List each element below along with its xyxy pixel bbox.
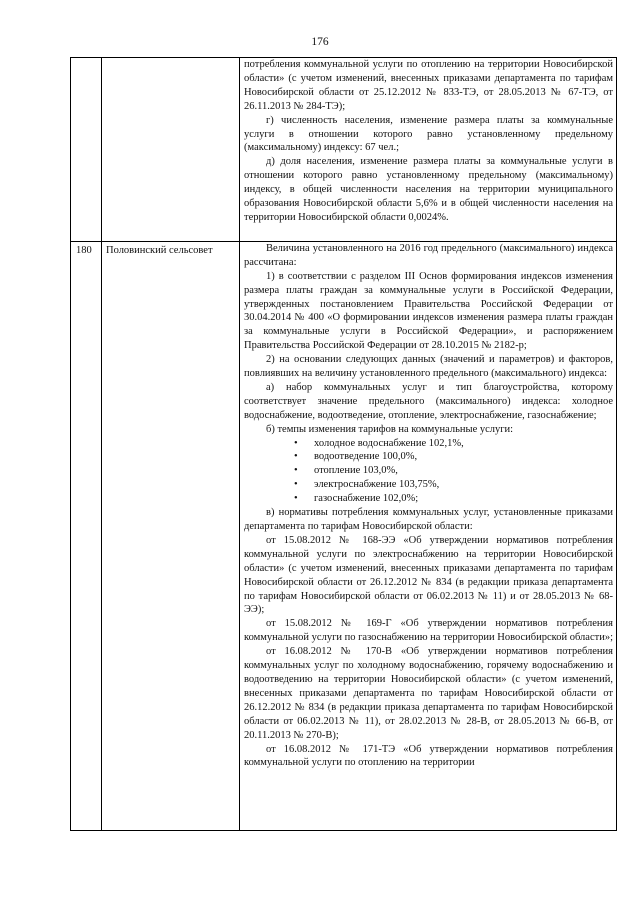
row-number-cell [71,58,102,242]
paragraph: в) нормативы потребления коммунальных услуг, установленные приказами департамента по тарифам Новосибирской области: [244,507,613,532]
table-row [71,241,617,830]
municipality-cell [102,241,240,830]
index-description-cell [240,241,617,830]
paragraph: г) численность населения, изменение размера платы за коммунальные услуги в отношении которого равно установленному предельному (максимальному) индексу: 67 чел.; [244,114,613,154]
row-number-cell [71,241,102,830]
paragraph: б) темпы изменения тарифов на коммунальные услуги: [266,423,514,435]
municipality-cell [102,58,240,242]
municipality-name [102,58,239,60]
description-text [240,58,616,241]
municipal-index-table [70,57,617,831]
bullet-item: • газоснабжение 102,0%; [244,492,613,506]
paragraph: 1) в соответствии с разделом III Основ формирования индексов изменения размера платы граждан за коммунальные услуги в Российской Федерации, утвержденных постановлением Правительства Российской Федерации от 30.04.2014 № 400 «О формировании индексов изменения размера платы граждан за коммунальные услуги в Российской Федерации», и распоряжением Правительства Российской Федерации от 28.10.2015 № 2182-р; [244,270,613,352]
paragraph: Величина установленного на 2016 год предельного (максимального) индекса рассчитана: [244,242,613,268]
municipality-name: Половинский сельсовет [106,244,213,256]
paragraph: 2) на основании следующих данных (значений и параметров) и факторов, повлиявших на величину установленного предельного (максимального) индекса: [244,354,613,380]
paragraph: от 15.08.2012 № 169-Г «Об утверждении нормативов потребления коммунальной услуги по газоснабжению на территории Новосибирской области»; [244,618,613,644]
table-row [71,58,617,242]
paragraph: а) набор коммунальных услуг и тип благоустройства, которому соответствует значение предельного (максимального) индекса: холодное водоснабжение, водоотведение, отопление, электроснабжение, газоснабжение; [244,381,613,421]
row-number: 180 [76,244,92,256]
bullet-item: • электроснабжение 103,75%, [244,478,613,492]
bullet-item: • холодное водоснабжение 102,1%, [244,437,613,451]
paragraph: д) доля населения, изменение размера платы за коммунальные услуги в отношении которого равно установленному предельному (максимальному) индексу, в общей численности населения на территории муниципального образования Новосибирской области 5,6% и в общей численности населения на территории Новосибирской области 0,0024%. [244,156,613,223]
paragraph: от 15.08.2012 № 168-ЭЭ «Об утверждении нормативов потребления коммунальной услуги по электроснабжению на территории Новосибирской области» (с учетом изменений, внесенных приказами департамента по тарифам Новосибирской области от 26.12.2012 № 834 (в редакции приказа департамента по тарифам Новосибирской области от 06.02.2013 № 11) и от 28.05.2013 № 68-ЭЭ); [244,534,613,616]
paragraph: от 16.08.2012 № 170-В «Об утверждении нормативов потребления коммунальных услуг по холодному водоснабжению, горячему водоснабжению и водоотведению на территории Новосибирской области» (с учетом изменений, внесенных приказами департамента по тарифам Новосибирской области от 26.12.2012 № 834 (в редакции приказа департамента по тарифам Новосибирской области от 06.02.2013 № 11), от 28.02.2013 № 28-В, от 28.05.2013 № 66-В, от 20.11.2013 № 270-В); [244,646,613,741]
row-number [71,58,101,60]
paragraph: потребления коммунальной услуги по отоплению на территории Новосибирской области» (с учетом изменений, внесенных приказами департамента по тарифам Новосибирской области от 25.12.2012 № 833-ТЭ, от 28.05.2013 № 67-ТЭ, от 26.11.2013 № 284-ТЭ); [244,59,613,112]
paragraph: от 16.08.2012 № 171-ТЭ «Об утверждении нормативов потребления коммунальной услуги по отоплению на территории [244,743,613,769]
description-text [240,242,616,770]
index-description-cell [240,58,617,242]
bullet-item: • водоотведение 100,0%, [244,450,613,464]
table-body [71,58,617,831]
bullet-item: • отопление 103,0%, [244,464,613,478]
page-number: 176 [311,36,329,48]
